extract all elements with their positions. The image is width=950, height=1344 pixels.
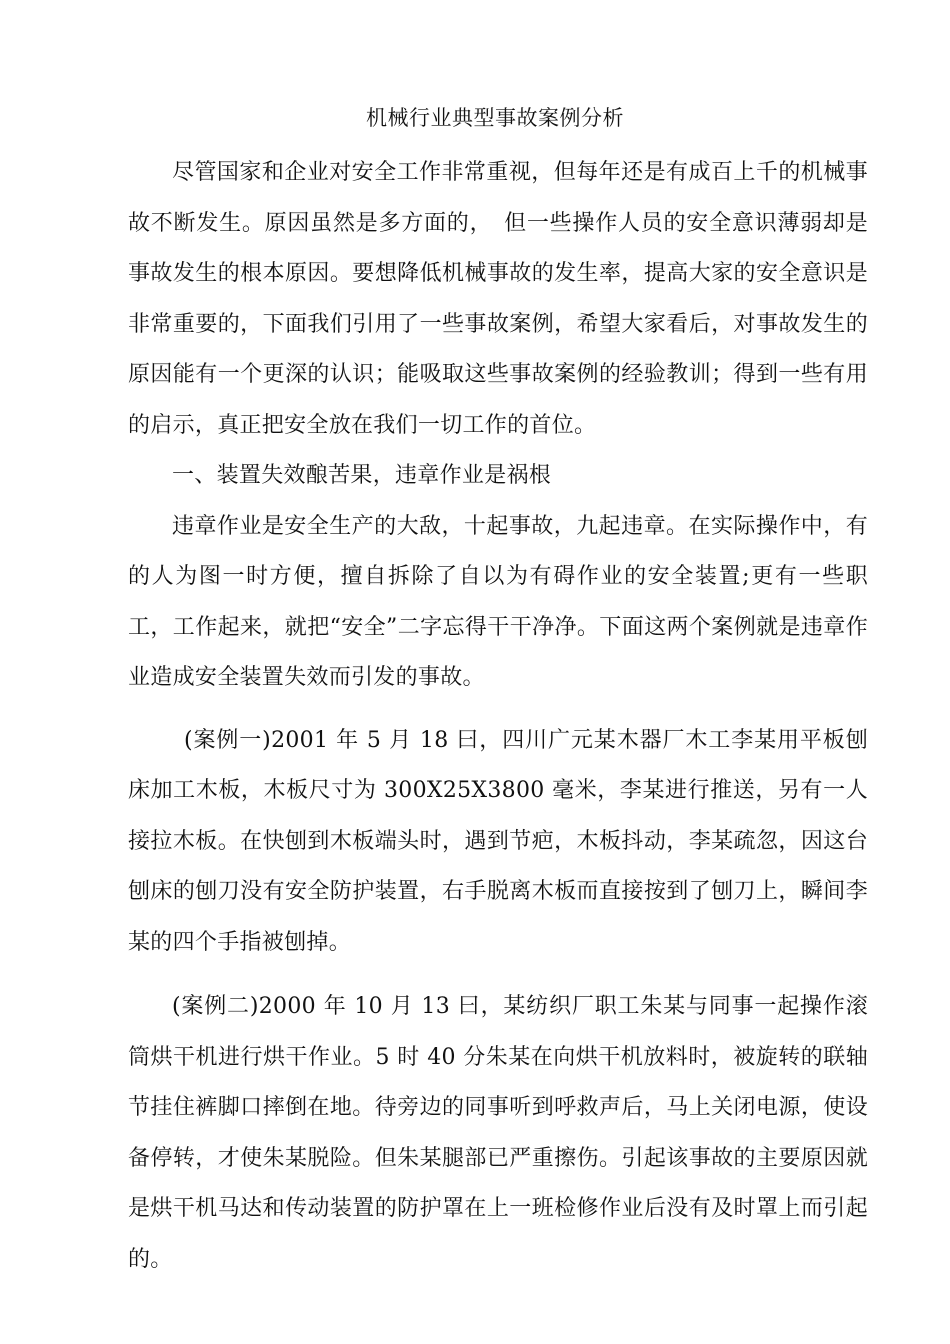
intro-paragraph: 尽管国家和企业对安全工作非常重视，但每年还是有成百上千的机械事故不断发生。原因虽然是多方面的， 但一些操作人员的安全意识薄弱却是事故发生的根本原因。要想降低机械事故的发生率，提高大家的安全意识是非常重要的，下面我们引用了一些事故案例，希望大家看后，对事故发生的原因能有一个更深的认识；能吸取这些事故案例的经验教训；得到一些有用的启示，真正把安全放在我们一切工作的首位。 — [128, 160, 868, 438]
case-two-paragraph: (案例二)2000 年 10 月 13 曰，某纺织厂职工朱某与同事一起操作滚筒烘干机进行烘干作业。5 时 40 分朱某在向烘干机放料时，被旋转的联轴节挂住裤脚口摔倒在地。待旁边的同事听到呼救声后，马上关闭电源，使设备停转，才使朱某脱险。但朱某腿部已严重擦伤。引起该事故的主要原因就是烘干机马达和传动装置的防护罩在上一班检修作业后没有及时罩上而引起的。 — [128, 994, 868, 1272]
section-paragraph: 违章作业是安全生产的大敌，十起事故，九起违章。在实际操作中，有的人为图一时方便，擅自拆除了自以为有碍作业的安全装置;更有一些职工，工作起来，就把“安全”二字忘得干干净净。下面这两个案例就是违章作业造成安全装置失效而引发的事故。 — [128, 513, 868, 690]
document-title: 机械行业典型事故案例分析 — [366, 106, 624, 130]
case-one-paragraph: (案例一)2001 年 5 月 18 曰，四川广元某木器厂木工李某用平板刨床加工木板，木板尺寸为 300X25X3800 毫米，李某进行推送，另有一人接拉木板。在快刨到木板端头时，遇到节疤，木板抖动，李某疏忽，因这台刨床的刨刀没有安全防护装置，右手脱离木板而直接按到了刨刀上，瞬间李某的四个手指被刨掉。 — [128, 727, 868, 955]
section-heading: 一、装置失效酿苦果，违章作业是祸根 — [172, 463, 552, 488]
document-body — [128, 148, 868, 1285]
